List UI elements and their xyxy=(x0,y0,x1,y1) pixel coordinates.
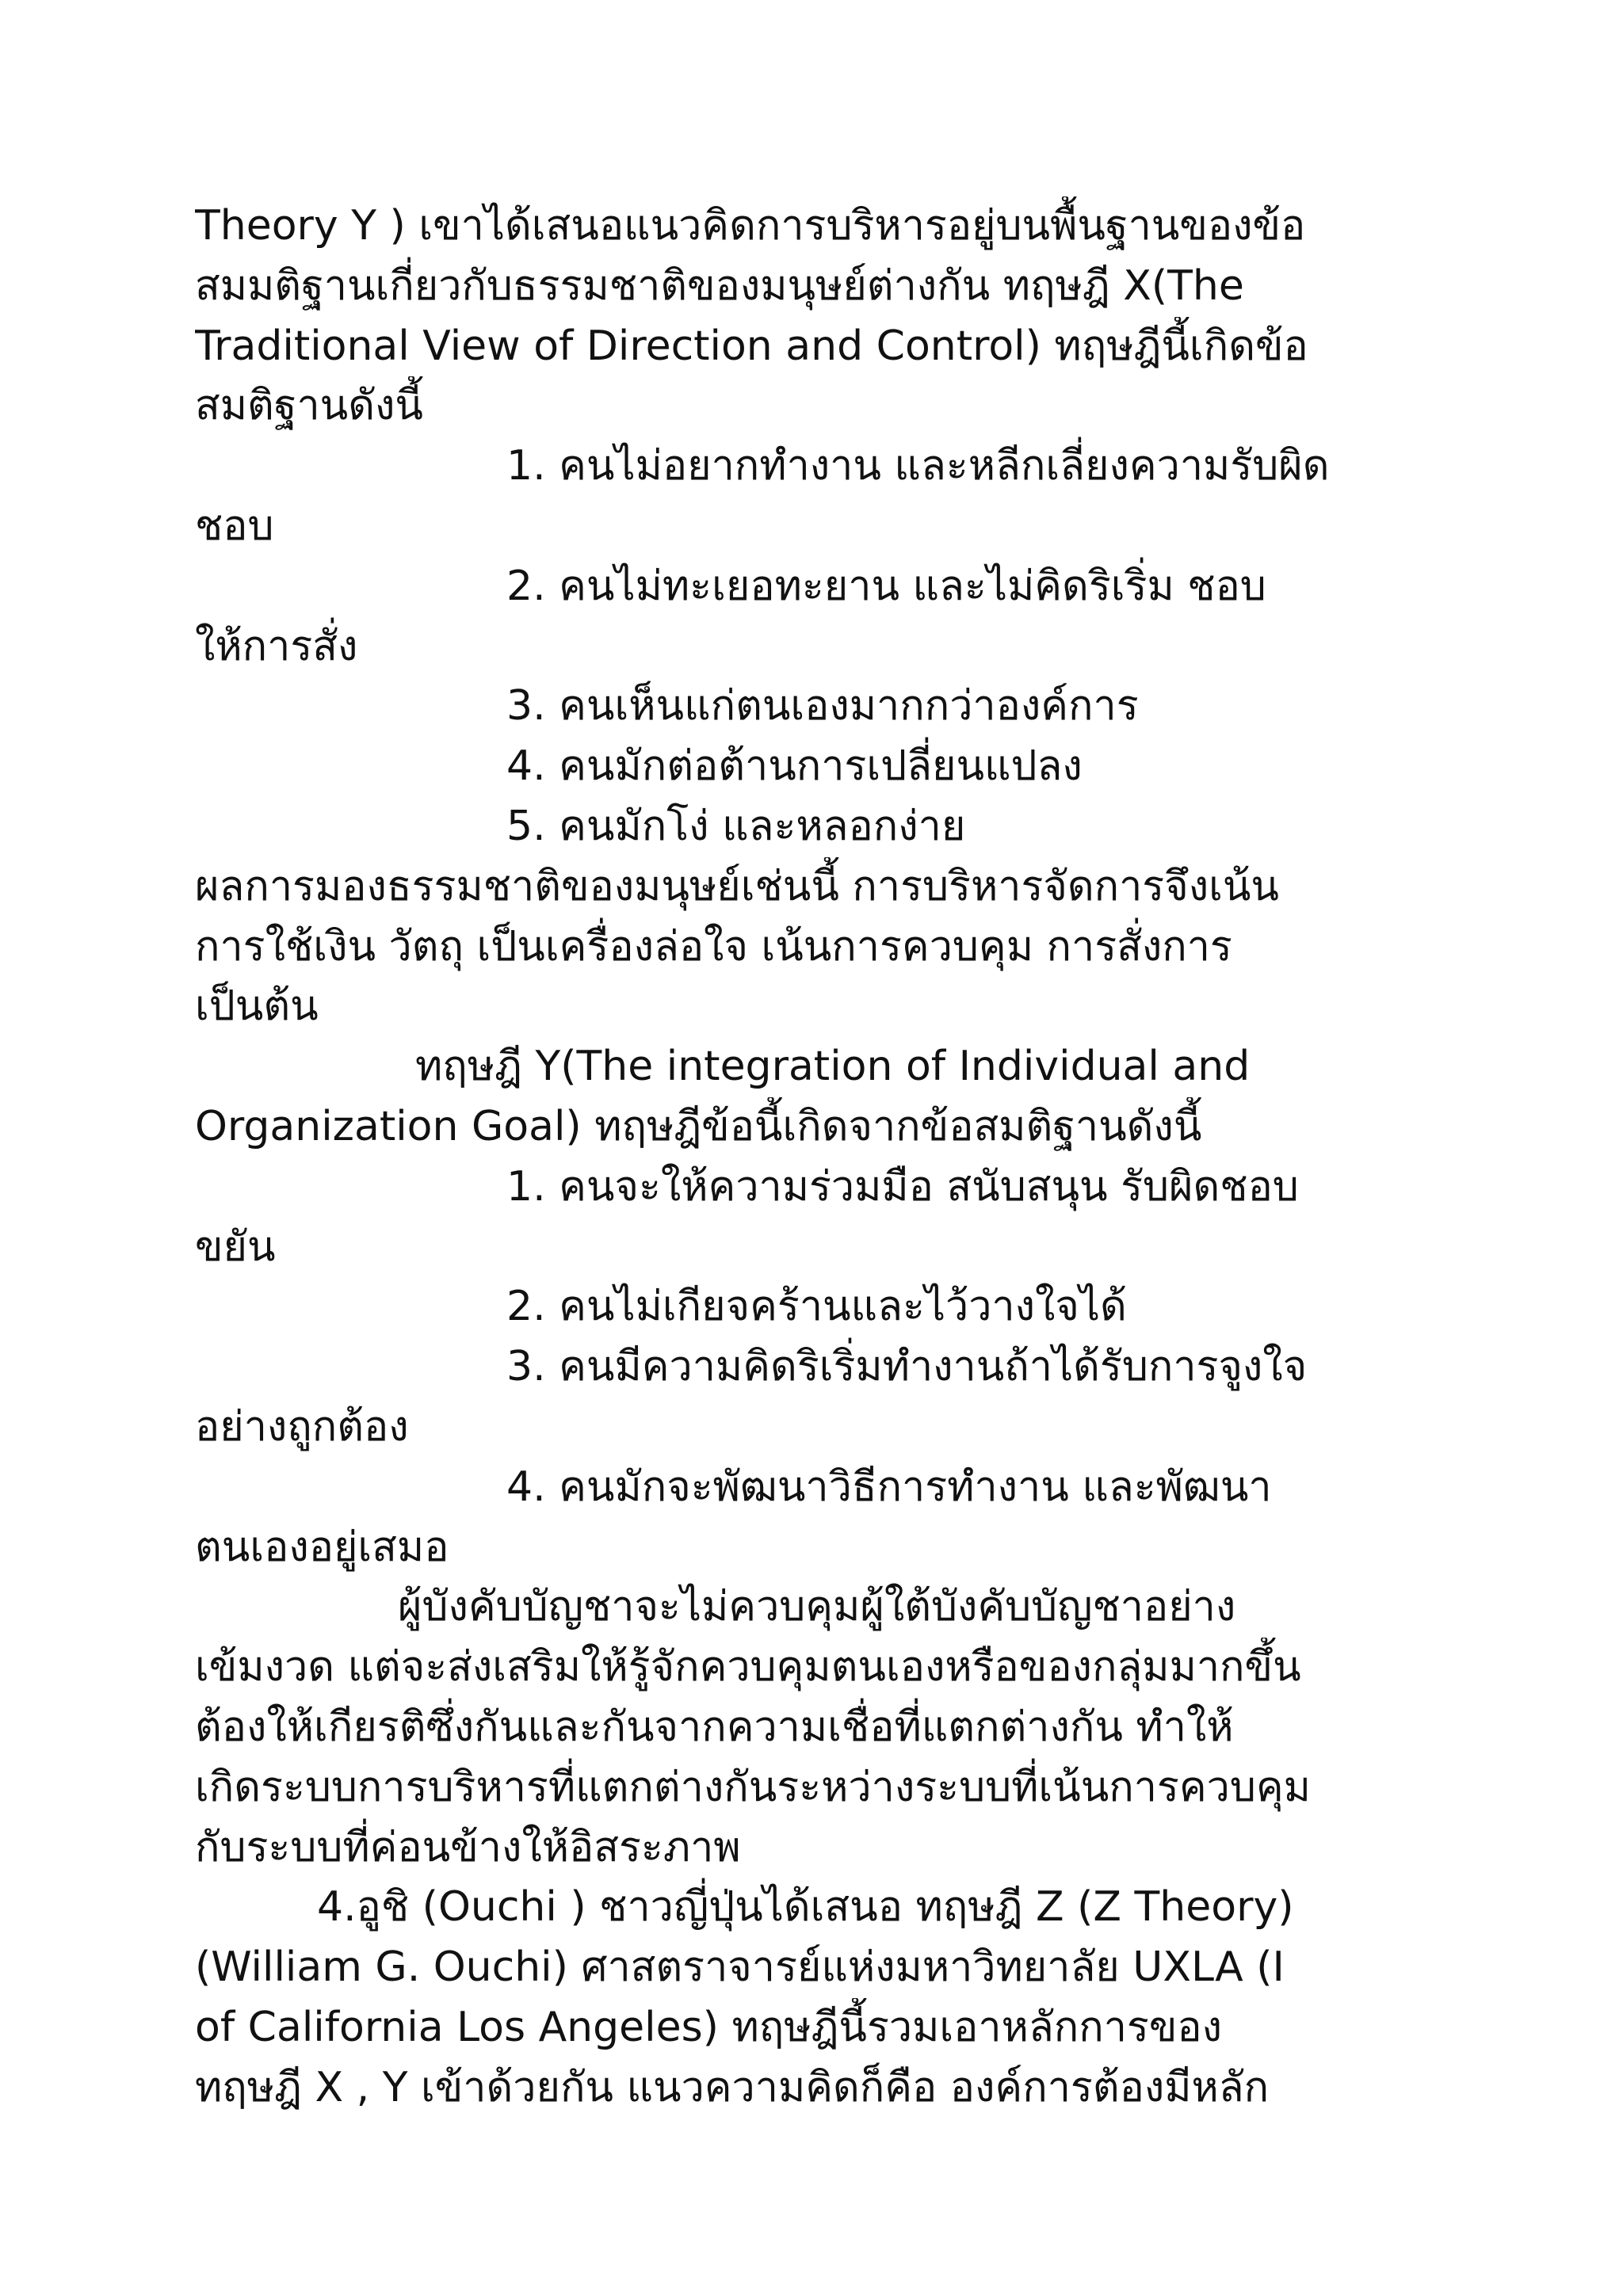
paragraph-start: ผู้บังคับบัญชาจะไม่ควบคุมผู้ใต้บังคับบัญชาอย่าง xyxy=(398,1583,1236,1631)
list-item: 3. คนมีความคิดริเริ่มทำงานถ้าได้รับการจูงใจ xyxy=(506,1343,1308,1391)
text-line: สมติฐานดังนี้ xyxy=(195,382,423,430)
text-line: ชอบ xyxy=(195,502,274,550)
text-line: สมมติฐานเกี่ยวกับธรรมชาติของมนุษย์ต่างกัน ทฤษฎี X(The xyxy=(195,261,1244,310)
list-item: 4. คนมักต่อต้านการเปลี่ยนแปลง xyxy=(506,742,1083,791)
text-line: กับระบบที่ค่อนข้างให้อิสระภาพ xyxy=(195,1823,741,1871)
text-line: การใช้เงิน วัตถุ เป็นเครื่องล่อใจ เน้นการควบคุม การสั่งการ xyxy=(195,922,1232,971)
text-line: Traditional View of Direction and Control) ทฤษฎีนี้เกิดข้อ xyxy=(195,322,1308,370)
paragraph-start: ทฤษฎี Y(The integration of Individual and xyxy=(415,1043,1251,1091)
text-line: เข้มงวด แต่จะส่งเสริมให้รู้จักควบคุมตนเองหรือของกลุ่มมากขึ้น xyxy=(195,1643,1301,1691)
text-line: เป็นต้น xyxy=(195,982,319,1031)
text-line: of California Los Angeles) ทฤษฎีนี้รวมเอาหลักการของ xyxy=(195,2003,1222,2051)
document-page xyxy=(195,196,1447,2119)
paragraph-start: 4.อูชิ (Ouchi ) ชาวญี่ปุ่นได้เสนอ ทฤษฎี Z (Z Theory) xyxy=(317,1883,1294,1932)
text-line: อย่างถูกต้อง xyxy=(195,1402,409,1451)
list-item: 4. คนมักจะพัฒนาวิธีการทำงาน และพัฒนา xyxy=(506,1463,1272,1511)
list-item: 2. คนไม่ทะเยอทะยาน และไม่คิดริเริ่ม ชอบ xyxy=(506,562,1266,610)
text-line: ขยัน xyxy=(195,1222,276,1271)
text-line: ผลการมองธรรมชาติของมนุษย์เช่นนี้ การบริหารจัดการจึงเน้น xyxy=(195,862,1279,910)
list-item: 2. คนไม่เกียจคร้านและไว้วางใจได้ xyxy=(506,1283,1127,1331)
text-line: ทฤษฎี X , Y เข้าด้วยกัน แนวความคิดก็คือ องค์การต้องมีหลัก xyxy=(195,2063,1270,2111)
list-item: 1. คนจะให้ความร่วมมือ สนับสนุน รับผิดชอบ xyxy=(506,1162,1299,1211)
text-line: เกิดระบบการบริหารที่แตกต่างกันระหว่างระบบที่เน้นการควบคุม xyxy=(195,1763,1311,1811)
text-line: Organization Goal) ทฤษฎีข้อนี้เกิดจากข้อสมติฐานดังนี้ xyxy=(195,1102,1202,1150)
list-item: 1. คนไม่อยากทำงาน และหลีกเลี่ยงความรับผิด xyxy=(506,442,1330,490)
list-item: 3. คนเห็นแก่ตนเองมากกว่าองค์การ xyxy=(506,682,1139,730)
text-line: Theory Y ) เขาได้เสนอแนวคิดการบริหารอยู่บนพื้นฐานของข้อ xyxy=(195,202,1306,250)
list-item: 5. คนมักโง่ และหลอกง่าย xyxy=(506,802,966,850)
text-line: (William G. Ouchi) ศาสตราจารย์แห่งมหาวิทยาลัย UXLA (I xyxy=(195,1943,1285,1992)
text-line: ต้องให้เกียรติซึ่งกันและกันจากความเชื่อที่แตกต่างกัน ทำให้ xyxy=(195,1703,1234,1751)
text-line: ตนเองอยู่เสมอ xyxy=(195,1523,449,1571)
text-line: ให้การสั่ง xyxy=(195,622,358,670)
